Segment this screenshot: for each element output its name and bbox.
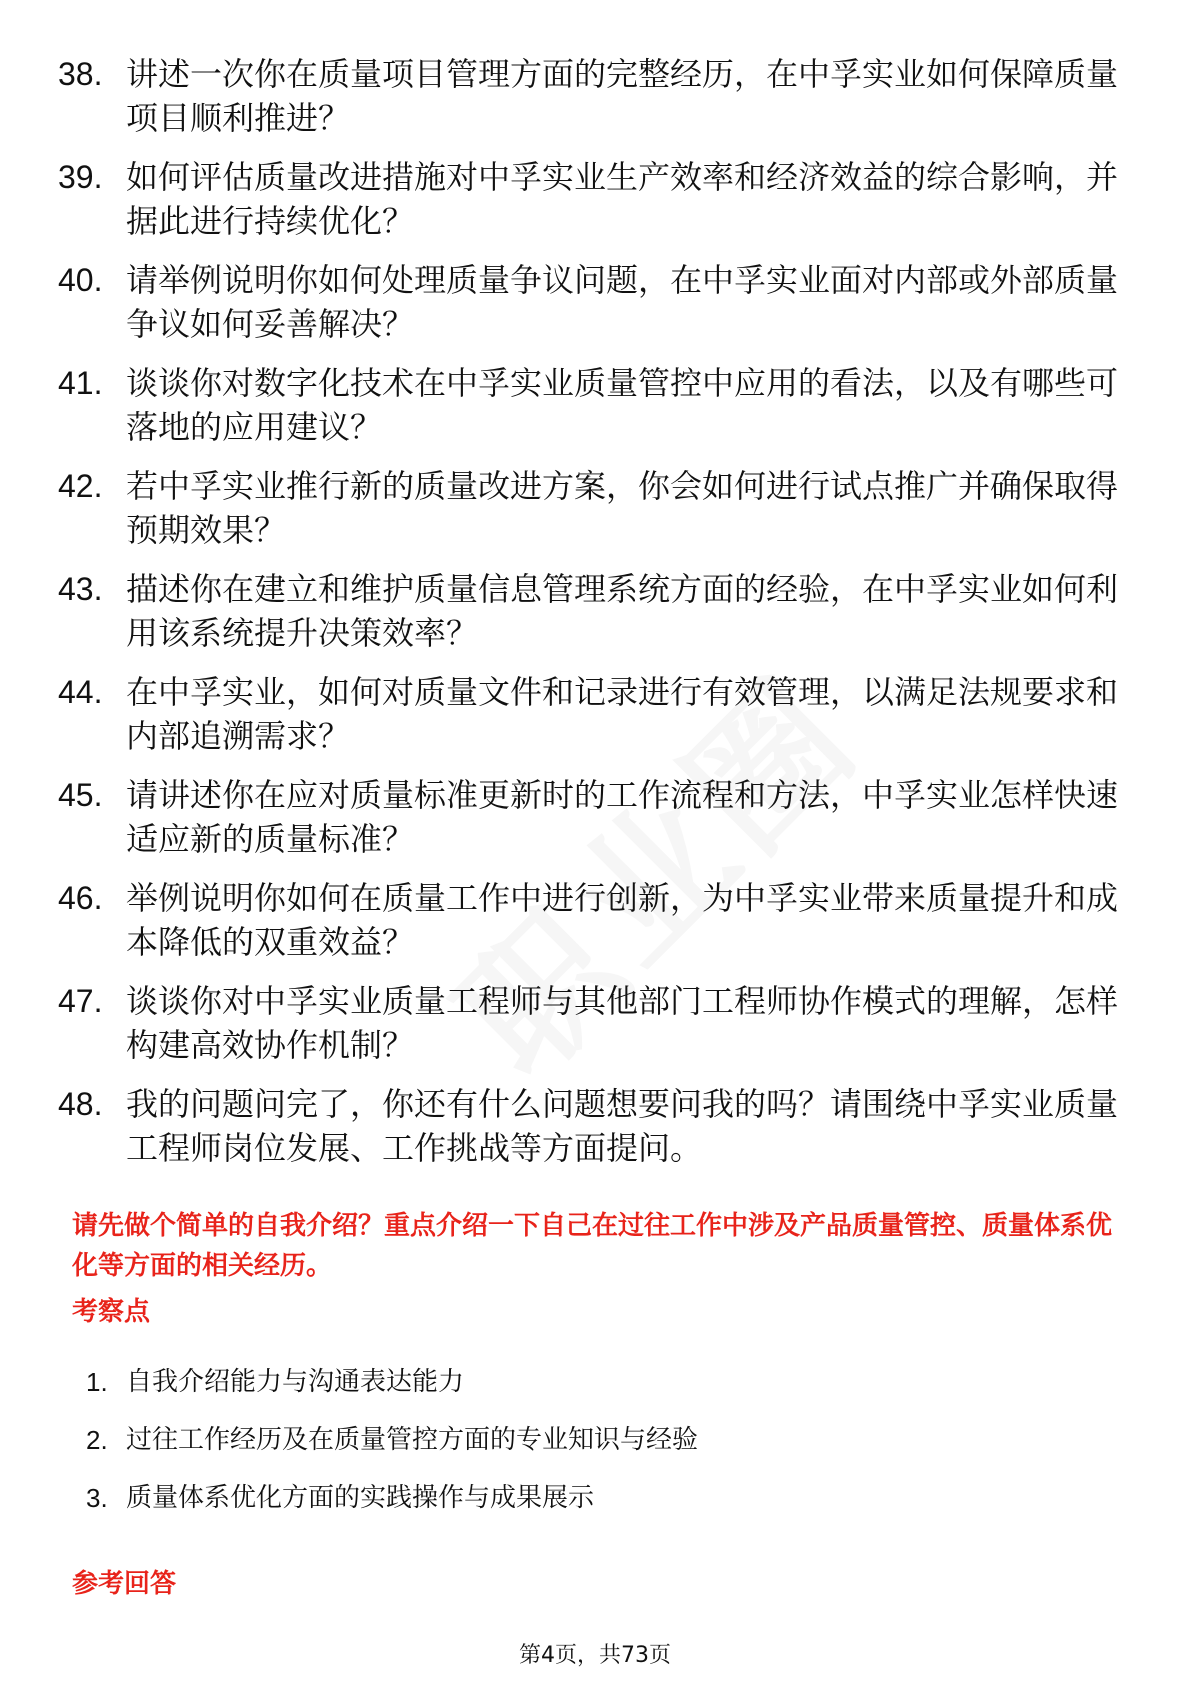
question-text: 谈谈你对数字化技术在中孚实业质量管控中应用的看法，以及有哪些可落地的应用建议？: [126, 364, 1119, 446]
point-text: 过往工作经历及在质量管控方面的专业知识与经验: [126, 1425, 699, 1455]
question-text: 描述你在建立和维护质量信息管理系统方面的经验，在中孚实业如何利用该系统提升决策效率？: [126, 570, 1119, 652]
question-item: [58, 1082, 1118, 1170]
question-item: [58, 567, 1118, 655]
question-text: 请讲述你在应对质量标准更新时的工作流程和方法，中孚实业怎样快速适应新的质量标准？: [126, 776, 1119, 858]
question-text: 谈谈你对中孚实业质量工程师与其他部门工程师协作模式的理解，怎样构建高效协作机制？: [126, 982, 1119, 1064]
question-text: 讲述一次你在质量项目管理方面的完整经历，在中孚实业如何保障质量项目顺利推进？: [126, 55, 1119, 137]
question-number: 40.: [58, 262, 103, 298]
point-text: 自我介绍能力与沟通表达能力: [126, 1367, 465, 1397]
examination-point: [86, 1422, 1086, 1458]
question-number: 39.: [58, 159, 103, 195]
question-text: 如何评估质量改进措施对中孚实业生产效率和经济效益的综合影响，并据此进行持续优化？: [126, 158, 1119, 240]
question-item: [58, 979, 1118, 1067]
question-item: [58, 464, 1118, 552]
question-item: [58, 876, 1118, 964]
examination-heading: 考察点: [72, 1297, 151, 1327]
point-number: 3.: [86, 1483, 108, 1513]
question-text: 我的问题问完了，你还有什么问题想要问我的吗？请围绕中孚实业质量工程师岗位发展、工作挑战等方面提问。: [126, 1085, 1119, 1167]
question-text: 请举例说明你如何处理质量争议问题，在中孚实业面对内部或外部质量争议如何妥善解决？: [126, 261, 1119, 343]
examination-point: [86, 1364, 1086, 1400]
question-number: 41.: [58, 365, 103, 401]
question-text: 若中孚实业推行新的质量改进方案，你会如何进行试点推广并确保取得预期效果？: [126, 467, 1119, 549]
question-item: [58, 773, 1118, 861]
answer-heading: 参考回答: [72, 1569, 177, 1599]
question-item: [58, 258, 1118, 346]
question-number: 48.: [58, 1086, 103, 1122]
question-number: 47.: [58, 983, 103, 1019]
question-text: 在中孚实业，如何对质量文件和记录进行有效管理，以满足法规要求和内部追溯需求？: [126, 673, 1119, 755]
question-list: [58, 52, 1118, 1185]
question-number: 42.: [58, 468, 103, 504]
question-item: [58, 361, 1118, 449]
interview-prompt: 请先做个简单的自我介绍？重点介绍一下自己在过往工作中涉及产品质量管控、质量体系优化等方面的相关经历。: [72, 1211, 1113, 1281]
question-number: 45.: [58, 777, 103, 813]
question-item: [58, 155, 1118, 243]
point-text: 质量体系优化方面的实践操作与成果展示: [126, 1483, 595, 1513]
question-item: [58, 670, 1118, 758]
question-text: 举例说明你如何在质量工作中进行创新，为中孚实业带来质量提升和成本降低的双重效益？: [126, 879, 1119, 961]
point-number: 1.: [86, 1367, 108, 1397]
question-number: 44.: [58, 674, 103, 710]
examination-points-list: [86, 1364, 1086, 1538]
examination-point: [86, 1480, 1086, 1516]
question-number: 43.: [58, 571, 103, 607]
question-number: 38.: [58, 56, 103, 92]
page-footer: 第4页，共73页: [519, 1643, 671, 1668]
point-number: 2.: [86, 1425, 108, 1455]
question-item: [58, 52, 1118, 140]
question-number: 46.: [58, 880, 103, 916]
